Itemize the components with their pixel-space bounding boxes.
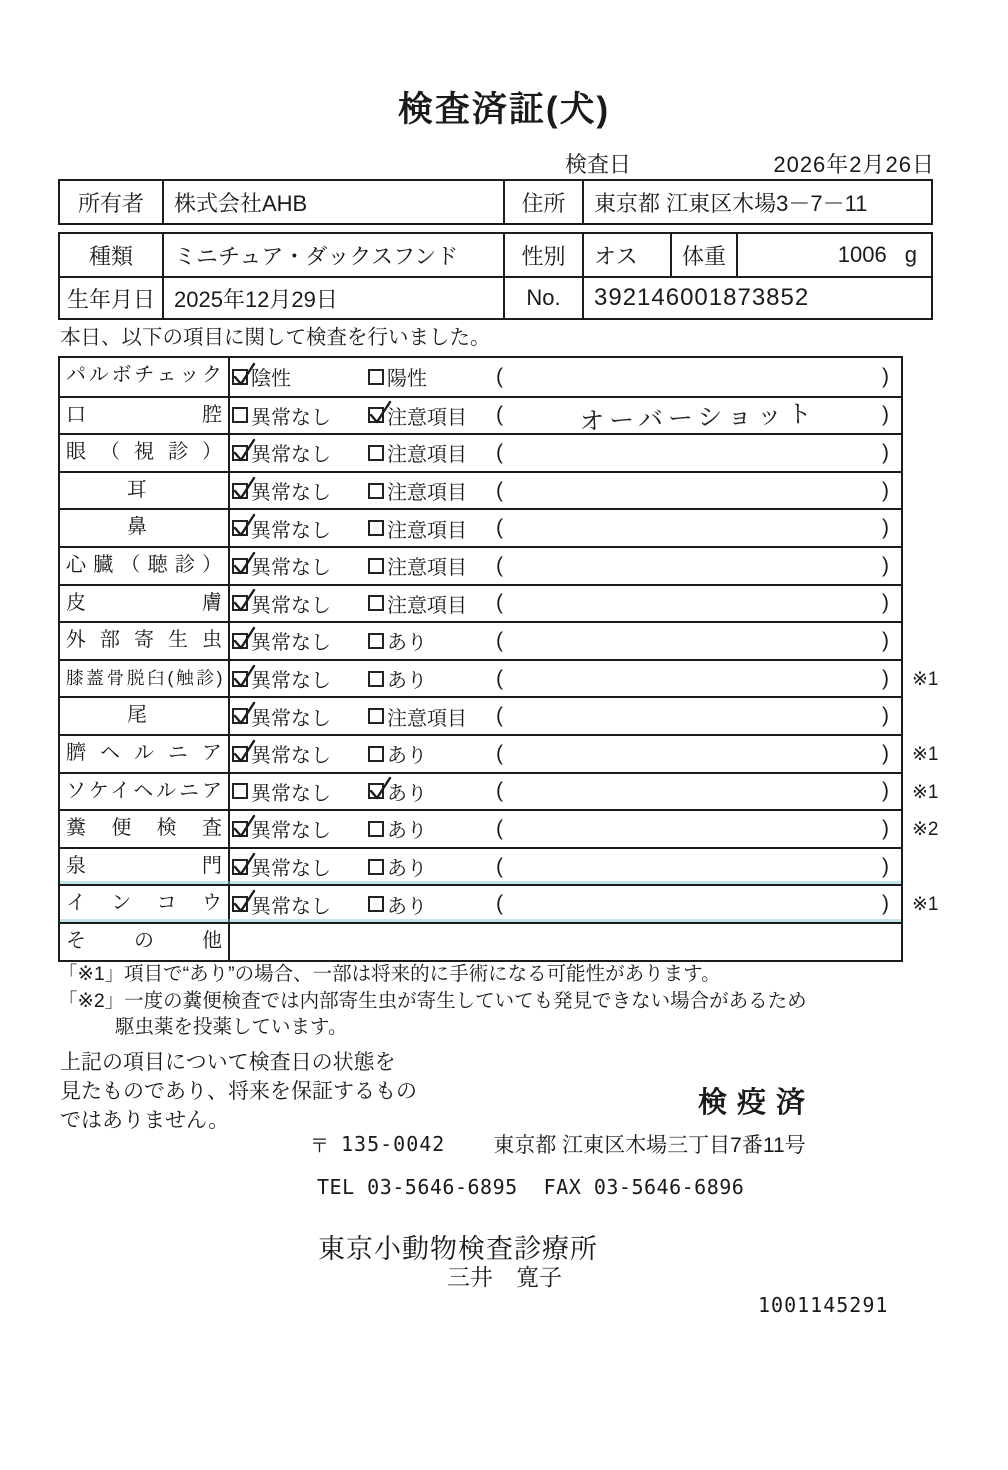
owner-value: 株式会社AHB [162, 181, 503, 223]
checklist-row [60, 734, 939, 772]
checklist-row-body [230, 924, 901, 960]
checkbox-icon [368, 783, 384, 799]
clinic-contact-row [317, 1175, 744, 1199]
checkbox-icon [232, 407, 248, 423]
checklist-row [60, 546, 901, 584]
checkbox-icon [368, 708, 384, 724]
option-1-label: 異常なし [251, 444, 331, 467]
option-1 [230, 438, 368, 467]
option-2 [368, 589, 496, 618]
paren-open: ( [496, 892, 503, 916]
disclaimer-line-1: 上記の項目について検査日の状態を [60, 1051, 396, 1074]
checklist-row-body [230, 473, 901, 509]
exam-item-label: 泉門 [60, 849, 230, 885]
checklist-row-body [230, 698, 901, 734]
paren-open: ( [496, 364, 503, 388]
paren-open: ( [496, 591, 503, 615]
exam-item-label: ソケイヘルニア [60, 774, 230, 810]
option-2-label: あり [387, 670, 427, 693]
paren-close: ) [882, 666, 889, 690]
option-1 [230, 476, 368, 505]
remark-text: オーバーショット [578, 400, 818, 437]
option-1-label: 異常なし [251, 782, 331, 805]
checklist-row [60, 433, 901, 471]
option-2-label: あり [387, 745, 427, 768]
checklist-row [60, 396, 901, 437]
exam-item-label: 膝蓋骨脱臼(触診) [60, 661, 230, 697]
exam-item-label: 眼（視診） [60, 435, 230, 471]
checkbox-icon [368, 633, 384, 649]
clinic-address: 東京都 江東区木場三丁目7番11号 [493, 1134, 806, 1157]
checkbox-icon [368, 746, 384, 762]
checklist-row-body [230, 774, 901, 810]
sex-label: 性別 [503, 234, 582, 276]
option-1-label: 異常なし [251, 594, 331, 617]
exam-item-label: 心臓（聴診） [60, 548, 230, 584]
footnote-mark: ※1 [912, 743, 939, 765]
checklist-row-body [230, 661, 901, 697]
option-1-label: 異常なし [251, 895, 331, 918]
quarantine-stamp: 検疫済 [698, 1087, 816, 1119]
birth-label: 生年月日 [66, 286, 155, 312]
weight-value: 1006 [837, 242, 887, 267]
option-1 [230, 551, 368, 580]
paren-close: ) [882, 704, 889, 728]
option-1 [230, 814, 368, 843]
option-1 [230, 664, 368, 693]
option-1-label: 異常なし [251, 820, 331, 843]
paren-close: ) [882, 741, 889, 765]
paren-close: ) [882, 854, 889, 878]
option-1 [230, 626, 368, 655]
checkbox-icon [232, 671, 248, 687]
clinic-postal-row [310, 1129, 806, 1159]
paren-close: ) [882, 478, 889, 502]
veterinarian-name: 三井 寛子 [447, 1264, 562, 1290]
checklist-row [60, 584, 901, 622]
footnote-2-cont: 駆虫薬を投薬しています。 [115, 1016, 348, 1038]
exam-item-label: 糞便検査 [60, 811, 230, 847]
sex-value: オス [582, 234, 670, 276]
fax-number: FAX 03-5646-6896 [543, 1175, 745, 1199]
exam-item-label: 尾 [60, 698, 230, 734]
checklist-row [60, 809, 939, 847]
checkbox-icon [232, 783, 248, 799]
exam-item-label: その他 [60, 924, 230, 960]
exam-item-label: 鼻 [60, 510, 230, 546]
footnotes [58, 961, 948, 1041]
weight-cell [736, 234, 931, 276]
paren-open: ( [496, 403, 503, 427]
paren-close: ) [882, 364, 889, 388]
option-2-label: 注意項目 [387, 406, 467, 429]
checklist-row [60, 847, 901, 885]
option-1 [230, 890, 368, 919]
footnote-mark: ※1 [912, 894, 939, 916]
disclaimer-line-3: ではありません。 [60, 1109, 230, 1132]
option-1 [230, 777, 368, 806]
tel-number: TEL 03-5646-6895 [317, 1175, 518, 1199]
option-2-label: 注意項目 [387, 482, 467, 505]
option-2-label: 注意項目 [387, 444, 467, 467]
checklist-row-body [230, 586, 901, 622]
checklist-row-body [230, 510, 901, 546]
paren-close: ) [882, 403, 889, 427]
checkbox-icon [368, 369, 384, 385]
option-2-label: あり [387, 632, 427, 655]
paren-open: ( [496, 666, 503, 690]
intro-text: 本日、以下の項目に関して検査を行いました。 [60, 326, 491, 349]
paren-close: ) [882, 628, 889, 652]
checklist-row-body [230, 398, 901, 437]
checkbox-icon [232, 708, 248, 724]
checklist-row-body [230, 548, 901, 584]
paren-close: ) [882, 816, 889, 840]
checklist-row [60, 659, 939, 697]
option-1-label: 異常なし [251, 482, 331, 505]
checkbox-icon [232, 483, 248, 499]
checkbox-icon [368, 558, 384, 574]
option-2-label: 注意項目 [387, 557, 467, 580]
checkbox-icon [368, 821, 384, 837]
option-2-label: あり [387, 895, 427, 918]
owner-label: 所有者 [77, 190, 144, 216]
breed-label: 種類 [88, 243, 133, 269]
checkbox-icon [368, 520, 384, 536]
paren-open: ( [496, 704, 503, 728]
breed-row [60, 234, 931, 276]
postal-mark-icon: 〒 [310, 1135, 330, 1157]
checklist-row [60, 621, 901, 659]
option-2 [368, 514, 496, 543]
checklist-row [60, 696, 901, 734]
checklist-row [60, 358, 901, 396]
inspection-date-row [0, 148, 1008, 176]
no-value: 392146001873852 [582, 278, 931, 318]
footnote-1: 「※1」項目で“あり”の場合、一部は将来的に手術になる可能性があります。 [58, 963, 721, 985]
checklist-row-body [230, 849, 901, 885]
checklist-row-body [230, 811, 901, 847]
exam-item-label: 口腔 [60, 398, 230, 434]
option-1-label: 陰性 [251, 368, 291, 391]
option-1-label: 異常なし [251, 632, 331, 655]
footnote-mark: ※1 [912, 668, 939, 690]
checklist [58, 356, 939, 962]
option-2 [368, 777, 496, 806]
checklist-row-body [230, 435, 901, 471]
inspection-date-label: 検査日 [565, 152, 632, 177]
footnote-mark: ※1 [912, 781, 939, 803]
disclaimer-line-2: 見たものであり、将来を保証するもの [60, 1080, 417, 1103]
checkbox-icon [232, 369, 248, 385]
option-1 [230, 362, 368, 391]
option-1-label: 異常なし [251, 670, 331, 693]
checkbox-icon [368, 595, 384, 611]
option-1-label: 異常なし [251, 745, 331, 768]
option-2 [368, 362, 496, 391]
weight-label: 体重 [670, 234, 736, 276]
footnote-mark: ※2 [912, 819, 939, 841]
option-2-label: 陽性 [387, 368, 427, 391]
checkbox-icon [232, 821, 248, 837]
option-1-label: 異常なし [251, 707, 331, 730]
inspection-date-value: 2026年2月26日 [773, 152, 935, 177]
option-1 [230, 514, 368, 543]
checkbox-icon [368, 483, 384, 499]
option-1 [230, 589, 368, 618]
serial-number: 1001145291 [758, 1293, 889, 1317]
checkbox-icon [232, 520, 248, 536]
option-1-label: 異常なし [251, 406, 331, 429]
option-1 [230, 401, 368, 430]
option-2 [368, 890, 496, 919]
birth-value: 2025年12月29日 [162, 278, 503, 318]
option-1-label: 異常なし [251, 519, 331, 542]
checklist-row-body [230, 886, 901, 922]
checkbox-icon [232, 633, 248, 649]
exam-item-label: 耳 [60, 473, 230, 509]
option-2-label: 注意項目 [387, 594, 467, 617]
paren-open: ( [496, 628, 503, 652]
paren-close: ) [882, 591, 889, 615]
option-2 [368, 438, 496, 467]
checklist-row-body [230, 736, 901, 772]
postal-code: 135-0042 [341, 1132, 446, 1156]
option-2 [368, 814, 496, 843]
checklist-row [60, 922, 901, 960]
option-2-label: あり [387, 782, 427, 805]
option-2-label: 注意項目 [387, 707, 467, 730]
paren-close: ) [882, 440, 889, 464]
paren-close: ) [882, 553, 889, 577]
checkbox-icon [368, 671, 384, 687]
paren-open: ( [496, 516, 503, 540]
checklist-row [60, 471, 901, 509]
paren-open: ( [496, 553, 503, 577]
paren-open: ( [496, 741, 503, 765]
option-1 [230, 702, 368, 731]
exam-item-label: 臍ヘルニア [60, 736, 230, 772]
option-2 [368, 664, 496, 693]
address-value: 東京都 江東区木場3－7－11 [582, 181, 931, 223]
weight-unit: g [904, 242, 917, 267]
option-2 [368, 476, 496, 505]
checkbox-icon [232, 746, 248, 762]
birth-row [60, 276, 931, 318]
exam-item-label: パルボチェック [60, 358, 230, 396]
paren-open: ( [496, 779, 503, 803]
checklist-row [60, 508, 901, 546]
checkbox-icon [368, 859, 384, 875]
exam-item-label: 外部寄生虫 [60, 623, 230, 659]
page-title: 検査済証(犬) [397, 90, 611, 129]
checklist-row-body [230, 358, 901, 396]
disclaimer [60, 1048, 417, 1135]
checkbox-icon [368, 896, 384, 912]
checkbox-icon [232, 558, 248, 574]
no-label: No. [503, 278, 582, 318]
checklist-row-body [230, 623, 901, 659]
option-1-label: 異常なし [251, 858, 331, 881]
exam-item-label: インコウ [60, 886, 230, 922]
checkbox-icon [232, 859, 248, 875]
checklist-row [60, 772, 939, 810]
footnote-2: 「※2」一度の糞便検査では内部寄生虫が寄生していても発見できない場合があるため [58, 989, 807, 1012]
paren-close: ) [882, 516, 889, 540]
checkbox-icon [232, 595, 248, 611]
pet-table [58, 232, 933, 320]
option-1-label: 異常なし [251, 557, 331, 580]
paren-open: ( [496, 816, 503, 840]
checkbox-icon [368, 407, 384, 423]
option-2 [368, 702, 496, 731]
breed-value: ミニチュア・ダックスフンド [162, 234, 503, 276]
option-2 [368, 551, 496, 580]
option-2-label: 注意項目 [387, 519, 467, 542]
checkbox-icon [232, 896, 248, 912]
exam-item-label: 皮膚 [60, 586, 230, 622]
option-2 [368, 739, 496, 768]
paren-close: ) [882, 892, 889, 916]
option-1 [230, 852, 368, 881]
paren-open: ( [496, 854, 503, 878]
checkbox-icon [232, 445, 248, 461]
clinic-name: 東京小動物検査診療所 [318, 1234, 598, 1264]
checkbox-icon [368, 445, 384, 461]
paren-open: ( [496, 440, 503, 464]
option-2 [368, 852, 496, 881]
option-2-label: あり [387, 858, 427, 881]
option-2 [368, 401, 496, 430]
option-2 [368, 626, 496, 655]
checklist-row [60, 884, 939, 922]
address-label: 住所 [503, 181, 582, 223]
paren-close: ) [882, 779, 889, 803]
owner-row [60, 181, 931, 223]
paren-open: ( [496, 478, 503, 502]
option-1 [230, 739, 368, 768]
option-2-label: あり [387, 820, 427, 843]
owner-table [58, 179, 933, 225]
